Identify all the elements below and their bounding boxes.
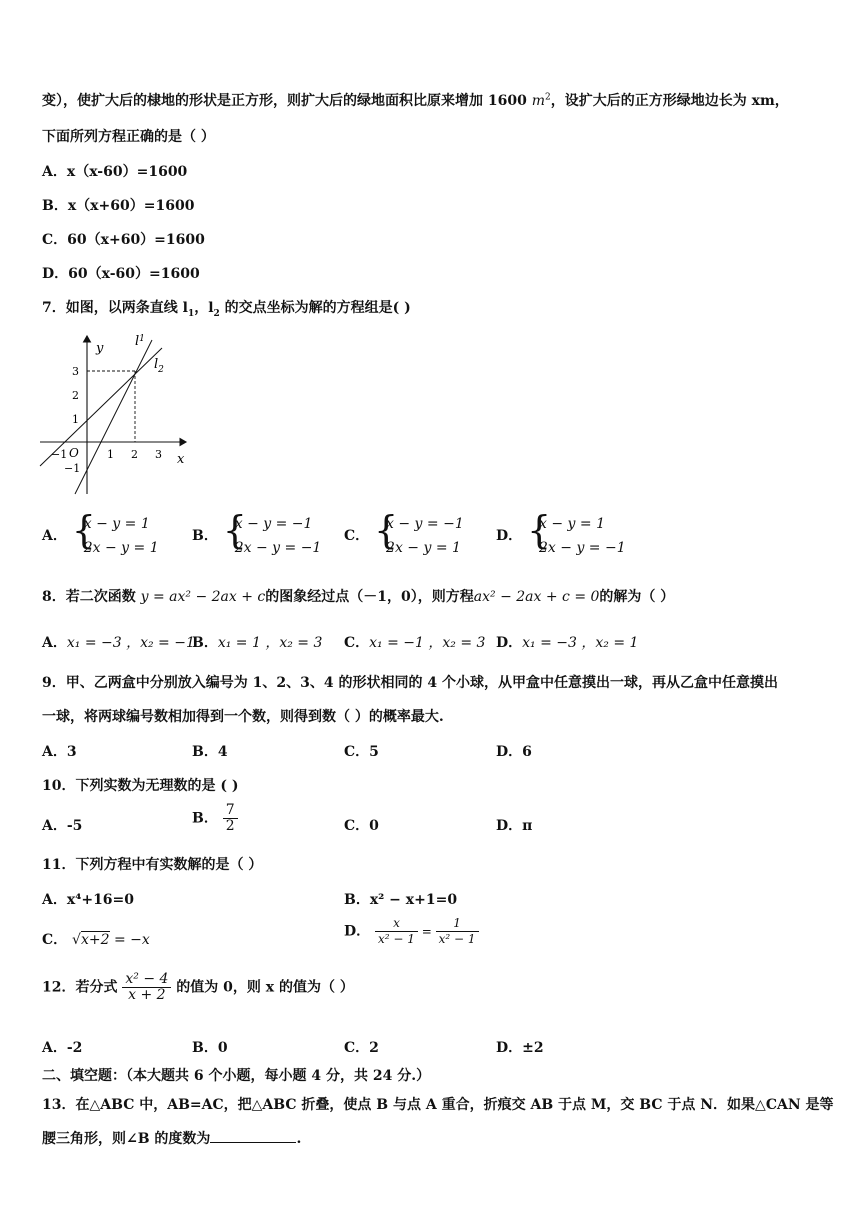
q10-option-b-letter: B． (192, 810, 218, 827)
q7-option-a-system: { x − y = 1 2x − y = 1 (71, 508, 159, 556)
q7-option-a-letter: A． (42, 528, 67, 544)
q10-option-c[interactable]: C．0 (344, 818, 379, 834)
q6-text-a: 变），使扩大后的棣地的形状是正方形，则扩大后的绿地面积比原来增加 1600 (42, 93, 527, 109)
q12-stem-b: 的值为 0，则 x 的值为（ ） (176, 979, 354, 996)
q10-fraction: $\frac{7}{2}$ (223, 803, 238, 834)
q9-option-d[interactable]: D．6 (496, 744, 532, 760)
q7-option-d-letter: D． (496, 528, 523, 544)
q13-line1: 13．在△ABC 中，AB=AC，把△ABC 折叠，使点 B 与点 A 重合，折痕交 AB 于点 M，交 BC 于点 N．如果△CAN 是等 (42, 1097, 834, 1113)
q7-sub2: 2 (213, 308, 220, 319)
q12-option-d[interactable]: D．±2 (496, 1040, 544, 1056)
q6-unit-exp: 2 (545, 92, 551, 103)
q13-line2 (42, 1128, 301, 1148)
l1-label: $l^1$ (135, 334, 145, 349)
q7-option-c-letter: C． (344, 528, 370, 544)
q8-function: y = ax² − 2ax + c (140, 589, 266, 605)
q7-stem-c: 的交点坐标为解的方程组是( ) (219, 300, 411, 316)
q13-end: . (296, 1131, 302, 1147)
q6-unit: m (531, 93, 545, 109)
q10-option-b[interactable] (192, 803, 238, 834)
q7-sub1: 1 (187, 308, 195, 319)
q7-option-d-system: { x − y = 1 2x − y = −1 (527, 508, 626, 556)
q7-stem-a: 7．如图，以两条直线 l (42, 300, 188, 316)
q6-option-b[interactable]: B．x（x+60）=1600 (42, 198, 195, 214)
q11-option-d-letter: D． (344, 923, 371, 940)
q7-option-a[interactable] (42, 508, 159, 560)
q6-option-d[interactable]: D．60（x-60）=1600 (42, 266, 200, 282)
q12-option-b[interactable]: B．0 (192, 1040, 228, 1056)
q12-option-a[interactable]: A．-2 (42, 1040, 83, 1056)
q9-option-b[interactable]: B．4 (192, 744, 228, 760)
q13-line2-text: 腰三角形，则∠B 的度数为 (42, 1131, 211, 1147)
section-2-heading: 二、填空题：（本大题共 6 个小题，每小题 4 分，共 24 分.） (42, 1068, 431, 1084)
q8-option-b[interactable]: B．x₁ = 1 ，x₂ = 3 (192, 635, 323, 651)
q8-equation: ax² − 2ax + c = 0 (473, 589, 600, 605)
q6-line1 (42, 90, 789, 110)
q10-option-a[interactable]: A．-5 (42, 818, 83, 834)
q6-option-c[interactable]: C．60（x+60）=1600 (42, 232, 205, 248)
q10-stem: 10．下列实数为无理数的是 ( ) (42, 778, 239, 794)
q12-stem (42, 972, 354, 1003)
q8-stem-c: 的解为（ ） (599, 589, 675, 605)
y-tick-1: 1 (72, 413, 79, 426)
q9-option-a[interactable]: A．3 (42, 744, 77, 760)
q7-option-b-letter: B． (192, 528, 218, 544)
q8-stem-b: 的图象经过点（－1，0），则方程 (265, 589, 474, 605)
q6-line2: 下面所列方程正确的是（ ） (42, 129, 215, 145)
q7-option-c[interactable] (344, 508, 464, 560)
q11-option-b[interactable]: B．x² − x+1=0 (344, 892, 458, 908)
q11-option-c-letter: C． (42, 932, 68, 948)
q8-option-a[interactable]: A．x₁ = −3 ，x₂ = −1 (42, 635, 195, 651)
q11-stem: 11．下列方程中有实数解的是（ ） (42, 857, 263, 873)
q7-option-b-system: { x − y = −1 2x − y = −1 (222, 508, 322, 556)
q8-option-c[interactable]: C．x₁ = −1 ，x₂ = 3 (344, 635, 486, 651)
l2-label: $l_2$ (154, 357, 164, 375)
q7-option-c-system: { x − y = −1 2x − y = 1 (374, 508, 464, 556)
q7-option-d[interactable] (496, 508, 626, 560)
x-tick-3: 3 (155, 448, 162, 461)
q13-answer-blank[interactable] (210, 1128, 296, 1143)
y-tick-neg1: −1 (64, 462, 81, 475)
q7-stem-b: ，l (194, 300, 214, 316)
q7-stem (42, 297, 411, 319)
q9-line2: 一球，将两球编号数相加得到一个数，则得到数（ ）的概率最大. (42, 709, 444, 725)
q11-option-d-frac2: $\frac{1}{\text{x² − 1}}$ (436, 916, 479, 947)
x-tick-1: 1 (107, 448, 114, 461)
q12-fraction: $\frac{\text{x² − 4}}{x + 2}$ (122, 972, 171, 1003)
q8-stem-a: 8．若二次函数 (42, 589, 136, 605)
q10-option-d[interactable]: D．π (496, 818, 533, 834)
q12-option-c[interactable]: C．2 (344, 1040, 379, 1056)
q11-option-c[interactable] (42, 929, 150, 949)
q9-line1: 9．甲、乙两盒中分别放入编号为 1、2、3、4 的形状相同的 4 个小球，从甲盒中任意摸出一球，再从乙盒中任意摸出 (42, 675, 778, 691)
q11-option-c-expr: √x+2 = −x (72, 932, 150, 948)
y-tick-2: 2 (72, 389, 79, 402)
q12-stem-a: 12．若分式 (42, 979, 118, 996)
q8-option-d[interactable]: D．x₁ = −3 ，x₂ = 1 (496, 635, 639, 651)
q8-stem (42, 586, 674, 606)
x-tick-2: 2 (131, 448, 138, 461)
y-axis-label: y (96, 341, 104, 356)
origin-label: O (69, 446, 79, 460)
x-axis-label: x (177, 452, 185, 467)
q11-option-a[interactable]: A．x⁴+16=0 (42, 892, 135, 908)
q9-option-c[interactable]: C．5 (344, 744, 379, 760)
q11-option-d-frac1: $\frac{x}{\text{x² − 1}}$ (375, 916, 418, 947)
q7-option-b[interactable] (192, 508, 322, 560)
q6-text-b: ，设扩大后的正方形绿地边长为 xm， (550, 93, 789, 109)
q7-graph (36, 326, 196, 498)
y-tick-3: 3 (72, 365, 79, 378)
q11-option-d[interactable]: D． $\frac{x}{\text{x² − 1}}$ = $\frac{1}{\text{x² − 1}}$ (344, 916, 479, 947)
x-tick-neg1: −1 (51, 448, 68, 461)
q6-option-a[interactable]: A．x（x-60）=1600 (42, 164, 188, 180)
